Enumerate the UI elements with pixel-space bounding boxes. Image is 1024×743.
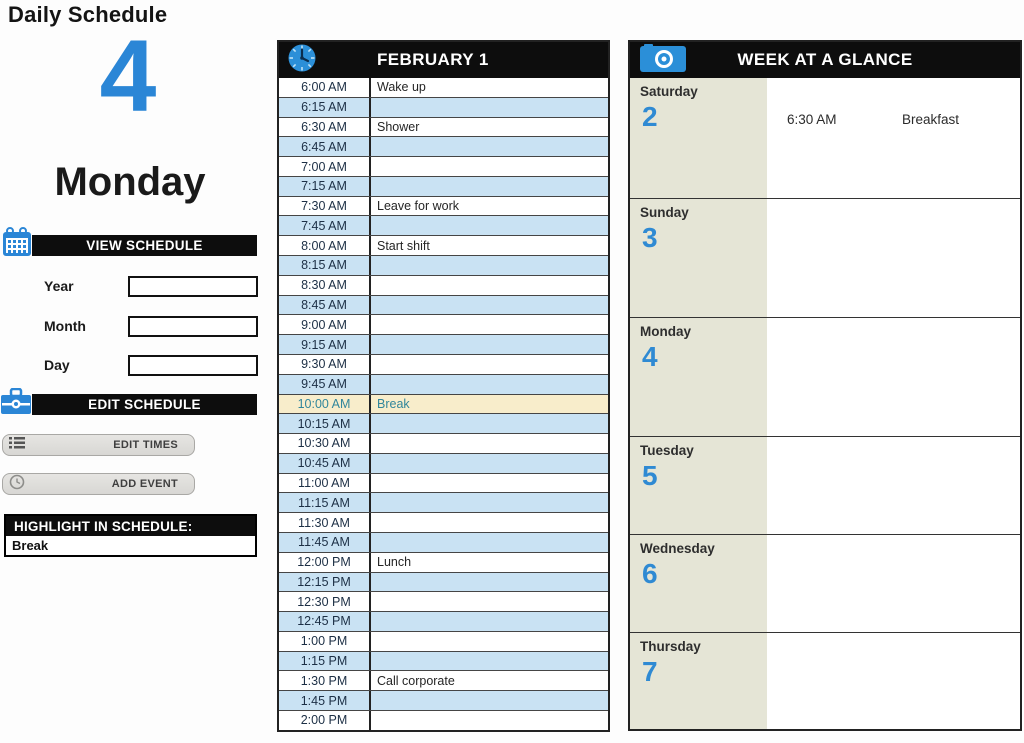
time-cell[interactable]: 12:45 PM <box>279 612 371 631</box>
schedule-row <box>279 78 608 97</box>
day-label: Day <box>44 357 70 373</box>
event-cell[interactable]: Lunch <box>377 555 412 570</box>
event-cell[interactable] <box>371 335 608 354</box>
time-cell[interactable]: 7:45 AM <box>279 216 371 235</box>
clock-outline-icon <box>3 474 25 495</box>
event-cell[interactable] <box>371 711 608 730</box>
toolbox-icon <box>0 388 32 421</box>
week-panel-title: WEEK AT A GLANCE <box>737 50 913 69</box>
week-day-number: 5 <box>642 460 658 491</box>
event-cell[interactable] <box>371 98 608 117</box>
schedule-row <box>279 532 608 552</box>
time-cell[interactable]: 12:30 PM <box>279 592 371 611</box>
time-cell[interactable]: 6:15 AM <box>279 98 371 117</box>
time-cell[interactable]: 1:00 PM <box>279 632 371 651</box>
event-cell[interactable] <box>371 315 608 334</box>
week-day-number: 3 <box>642 222 658 253</box>
event-cell[interactable] <box>371 652 608 671</box>
week-day-number: 4 <box>642 341 658 372</box>
schedule-row <box>279 453 608 473</box>
add-event-label: ADD EVENT <box>111 478 178 490</box>
schedule-row <box>279 591 608 611</box>
week-day-content-cell[interactable] <box>767 633 1020 729</box>
week-day-content-cell[interactable] <box>767 535 1020 632</box>
current-day-number: 4 <box>99 19 157 133</box>
time-cell[interactable]: 1:30 PM <box>279 671 371 690</box>
highlight-title: HIGHLIGHT IN SCHEDULE: <box>6 516 255 536</box>
schedule-row <box>279 196 608 216</box>
event-cell[interactable] <box>371 414 608 433</box>
edit-times-label: EDIT TIMES <box>113 439 178 451</box>
schedule-row <box>279 413 608 433</box>
year-input[interactable] <box>128 276 258 297</box>
year-label: Year <box>44 278 74 294</box>
week-panel-header <box>630 42 1020 78</box>
time-cell[interactable]: 7:30 AM <box>279 197 371 216</box>
event-cell[interactable]: Start shift <box>377 238 430 253</box>
week-day-row <box>630 317 1020 436</box>
schedule-row <box>279 552 608 572</box>
week-day-row <box>630 436 1020 534</box>
current-day-name: Monday <box>54 160 206 204</box>
month-input[interactable] <box>128 316 258 337</box>
year-field-row <box>44 275 258 297</box>
event-cell[interactable]: Shower <box>377 119 420 134</box>
event-cell[interactable]: Call corporate <box>377 673 455 688</box>
schedule-row <box>279 235 608 255</box>
schedule-row <box>279 572 608 592</box>
schedule-row <box>279 394 608 414</box>
week-day-label-cell[interactable] <box>630 78 767 198</box>
event-cell[interactable] <box>371 513 608 532</box>
week-day-label-cell[interactable] <box>630 318 767 436</box>
week-day-row <box>630 534 1020 632</box>
calendar-icon <box>2 226 32 263</box>
time-cell[interactable]: 2:00 PM <box>279 711 371 730</box>
view-schedule-title: VIEW SCHEDULE <box>86 238 203 253</box>
week-day-name: Monday <box>640 324 692 339</box>
event-cell[interactable] <box>371 177 608 196</box>
time-cell[interactable]: 10:15 AM <box>279 414 371 433</box>
event-cell[interactable] <box>371 691 608 710</box>
time-cell[interactable]: 12:00 PM <box>279 553 371 572</box>
week-day-content-cell[interactable] <box>767 78 1020 198</box>
schedule-row <box>279 651 608 671</box>
week-day-content-cell[interactable] <box>767 199 1020 317</box>
time-cell[interactable]: 1:15 PM <box>279 652 371 671</box>
event-cell[interactable]: Leave for work <box>377 199 459 214</box>
time-cell[interactable]: 7:00 AM <box>279 157 371 176</box>
week-day-row <box>630 78 1020 198</box>
time-cell[interactable]: 10:00 AM <box>279 395 371 414</box>
time-cell[interactable]: 10:45 AM <box>279 454 371 473</box>
schedule-row <box>279 354 608 374</box>
time-cell[interactable]: 11:15 AM <box>279 493 371 512</box>
week-day-label-cell[interactable] <box>630 633 767 729</box>
week-day-name: Saturday <box>640 84 698 99</box>
week-day-content-cell[interactable] <box>767 318 1020 436</box>
event-cell[interactable] <box>371 296 608 315</box>
day-field-row <box>44 354 258 376</box>
week-day-content-cell[interactable] <box>767 437 1020 534</box>
schedule-row <box>279 117 608 137</box>
event-cell[interactable] <box>371 454 608 473</box>
schedule-row <box>279 215 608 235</box>
week-day-name: Tuesday <box>640 443 694 458</box>
highlight-in-schedule-box <box>4 514 257 557</box>
event-cell[interactable]: Break <box>377 396 410 411</box>
week-at-a-glance-panel <box>628 40 1022 731</box>
edit-schedule-title: EDIT SCHEDULE <box>88 397 201 412</box>
time-cell[interactable]: 9:00 AM <box>279 315 371 334</box>
edit-schedule-header <box>32 394 257 415</box>
week-day-row <box>630 632 1020 729</box>
week-event-label: Breakfast <box>902 112 960 127</box>
schedule-row <box>279 374 608 394</box>
list-icon <box>3 436 25 455</box>
week-day-row <box>630 198 1020 317</box>
week-event[interactable] <box>787 112 1020 127</box>
week-day-number: 7 <box>642 656 658 687</box>
time-cell[interactable]: 6:30 AM <box>279 118 371 137</box>
time-cell[interactable]: 6:00 AM <box>279 78 371 97</box>
time-cell[interactable]: 8:30 AM <box>279 276 371 295</box>
event-cell[interactable] <box>371 612 608 631</box>
event-cell[interactable] <box>371 137 608 156</box>
schedule-row <box>279 670 608 690</box>
event-cell[interactable] <box>371 157 608 176</box>
event-cell[interactable] <box>371 355 608 374</box>
add-event-button[interactable] <box>2 473 195 495</box>
schedule-row <box>279 156 608 176</box>
schedule-row <box>279 314 608 334</box>
event-cell[interactable] <box>371 573 608 592</box>
time-cell[interactable]: 9:30 AM <box>279 355 371 374</box>
day-input[interactable] <box>128 355 258 376</box>
time-cell[interactable]: 9:15 AM <box>279 335 371 354</box>
schedule-row <box>279 710 608 730</box>
schedule-row <box>279 473 608 493</box>
week-day-name: Wednesday <box>640 541 715 556</box>
day-schedule-title: FEBRUARY 1 <box>377 50 489 69</box>
event-cell[interactable]: Wake up <box>377 80 426 95</box>
event-cell[interactable] <box>371 216 608 235</box>
schedule-row <box>279 334 608 354</box>
event-cell[interactable] <box>371 434 608 453</box>
time-cell[interactable]: 8:45 AM <box>279 296 371 315</box>
time-cell[interactable]: 11:00 AM <box>279 474 371 493</box>
time-cell[interactable]: 12:15 PM <box>279 573 371 592</box>
day-schedule-table <box>277 40 610 732</box>
week-day-label-cell[interactable] <box>630 535 767 632</box>
month-field-row <box>44 315 258 337</box>
schedule-row <box>279 136 608 156</box>
schedule-row <box>279 97 608 117</box>
time-cell[interactable]: 6:45 AM <box>279 137 371 156</box>
event-cell[interactable] <box>371 632 608 651</box>
time-cell[interactable]: 9:45 AM <box>279 375 371 394</box>
time-cell[interactable]: 1:45 PM <box>279 691 371 710</box>
week-day-name: Thursday <box>640 639 701 654</box>
schedule-row <box>279 176 608 196</box>
event-cell[interactable] <box>371 276 608 295</box>
day-schedule-header <box>279 42 608 78</box>
time-cell[interactable]: 8:15 AM <box>279 256 371 275</box>
time-cell[interactable]: 8:00 AM <box>279 236 371 255</box>
time-cell[interactable]: 11:45 AM <box>279 533 371 552</box>
schedule-row <box>279 690 608 710</box>
week-event-time: 6:30 AM <box>787 112 837 127</box>
week-day-name: Sunday <box>640 205 689 220</box>
clock-icon <box>279 43 317 78</box>
schedule-row <box>279 492 608 512</box>
schedule-row <box>279 611 608 631</box>
page-title: Daily Schedule <box>8 2 168 27</box>
week-day-number: 6 <box>642 558 658 589</box>
event-cell[interactable] <box>371 493 608 512</box>
event-cell[interactable] <box>371 256 608 275</box>
schedule-row <box>279 631 608 651</box>
schedule-row <box>279 433 608 453</box>
week-day-number: 2 <box>642 101 658 132</box>
schedule-row <box>279 512 608 532</box>
month-label: Month <box>44 318 86 334</box>
time-cell[interactable]: 10:30 AM <box>279 434 371 453</box>
highlight-value[interactable]: Break <box>12 538 49 553</box>
week-day-label-cell[interactable] <box>630 437 767 534</box>
schedule-row <box>279 255 608 275</box>
time-cell[interactable]: 7:15 AM <box>279 177 371 196</box>
event-cell[interactable] <box>371 474 608 493</box>
view-schedule-header <box>32 235 257 256</box>
event-cell[interactable] <box>371 533 608 552</box>
day-schedule-rows <box>279 78 608 730</box>
time-cell[interactable]: 11:30 AM <box>279 513 371 532</box>
event-cell[interactable] <box>371 375 608 394</box>
week-day-label-cell[interactable] <box>630 199 767 317</box>
edit-times-button[interactable] <box>2 434 195 456</box>
schedule-row <box>279 275 608 295</box>
schedule-row <box>279 295 608 315</box>
event-cell[interactable] <box>371 592 608 611</box>
